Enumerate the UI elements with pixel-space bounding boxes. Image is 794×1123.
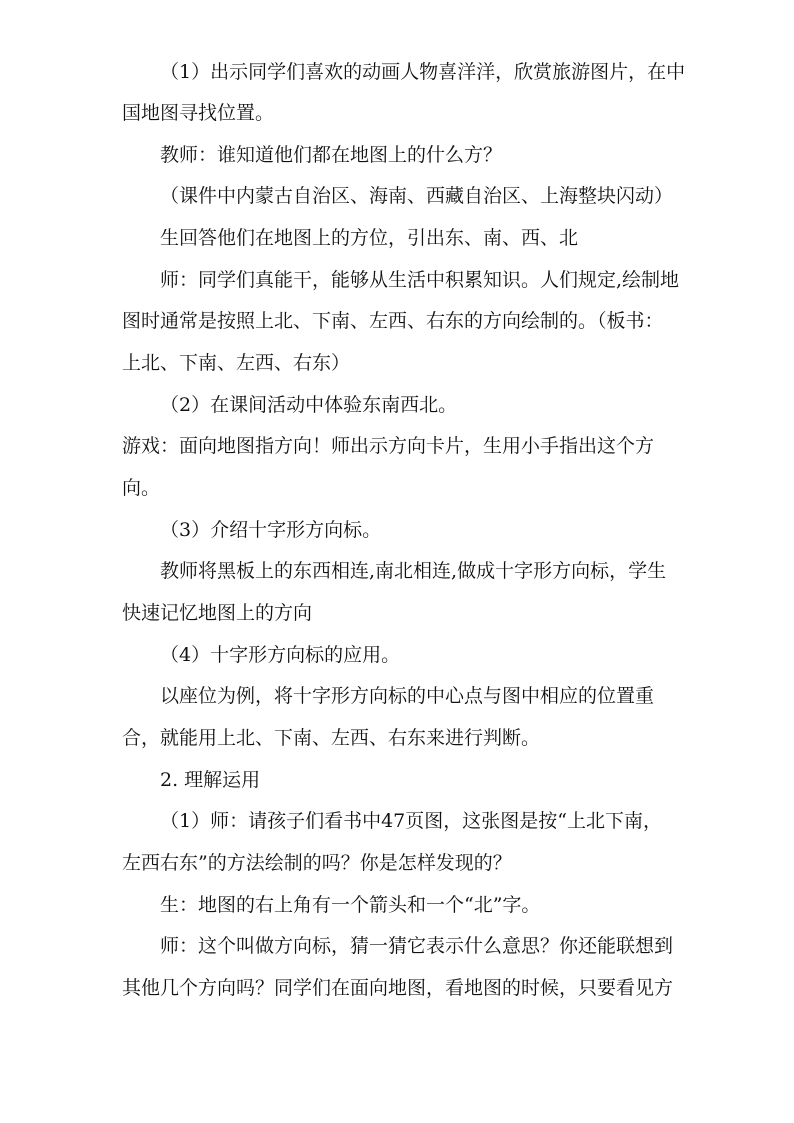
paragraph-line: 快速记忆地图上的方向 [122, 602, 313, 624]
paragraph-line: 向。 [122, 477, 161, 499]
paragraph-line: 师：这个叫做方向标，猜一猜它表示什么意思？你还能联想到 [160, 935, 674, 957]
paragraph-line: 上北、下南、左西、右东） [122, 352, 351, 374]
paragraph-line: 教师：谁知道他们都在地图上的什么方？ [160, 144, 503, 166]
paragraph-line: 图时通常是按照上北、下南、左西、右东的方向绘制的。（板书： [122, 310, 664, 332]
paragraph-line: 其他几个方向吗？同学们在面向地图，看地图的时候，只要看见方 [122, 977, 674, 999]
paragraph-line: （课件中内蒙古自治区、海南、西藏自治区、上海整块闪动） [160, 185, 674, 207]
paragraph-line: 生回答他们在地图上的方位，引出东、南、西、北 [160, 227, 579, 249]
paragraph-line: 教师将黑板上的东西相连,南北相连,做成十字形方向标，学生 [160, 560, 667, 582]
paragraph-line: 国地图寻找位置。 [122, 102, 275, 124]
paragraph-line: 以座位为例，将十字形方向标的中心点与图中相应的位置重 [160, 685, 655, 707]
paragraph-line: （2）在课间活动中体验东南西北。 [160, 394, 458, 416]
paragraph-line: 生：地图的右上角有一个箭头和一个“北”字。 [160, 894, 541, 916]
paragraph-line: 合，就能用上北、下南、左西、右东来进行判断。 [122, 727, 541, 749]
paragraph-line: （3）介绍十字形方向标。 [160, 519, 382, 541]
section-heading: 2. 理解运用 [160, 769, 261, 791]
paragraph-line: （1）出示同学们喜欢的动画人物喜洋洋，欣赏旅游图片，在中 [160, 61, 686, 83]
paragraph-line: （4）十字形方向标的应用。 [160, 644, 401, 666]
paragraph-line: 师：同学们真能干，能够从生活中积累知识。人们规定,绘制地 [160, 269, 680, 291]
paragraph-line: 左西右东”的方法绘制的吗？你是怎样发现的？ [122, 852, 512, 874]
paragraph-line: 游戏：面向地图指方向！师出示方向卡片，生用小手指出这个方 [122, 435, 655, 457]
paragraph-line: （1）师：请孩子们看书中47页图，这张图是按“上北下南， [160, 810, 662, 832]
